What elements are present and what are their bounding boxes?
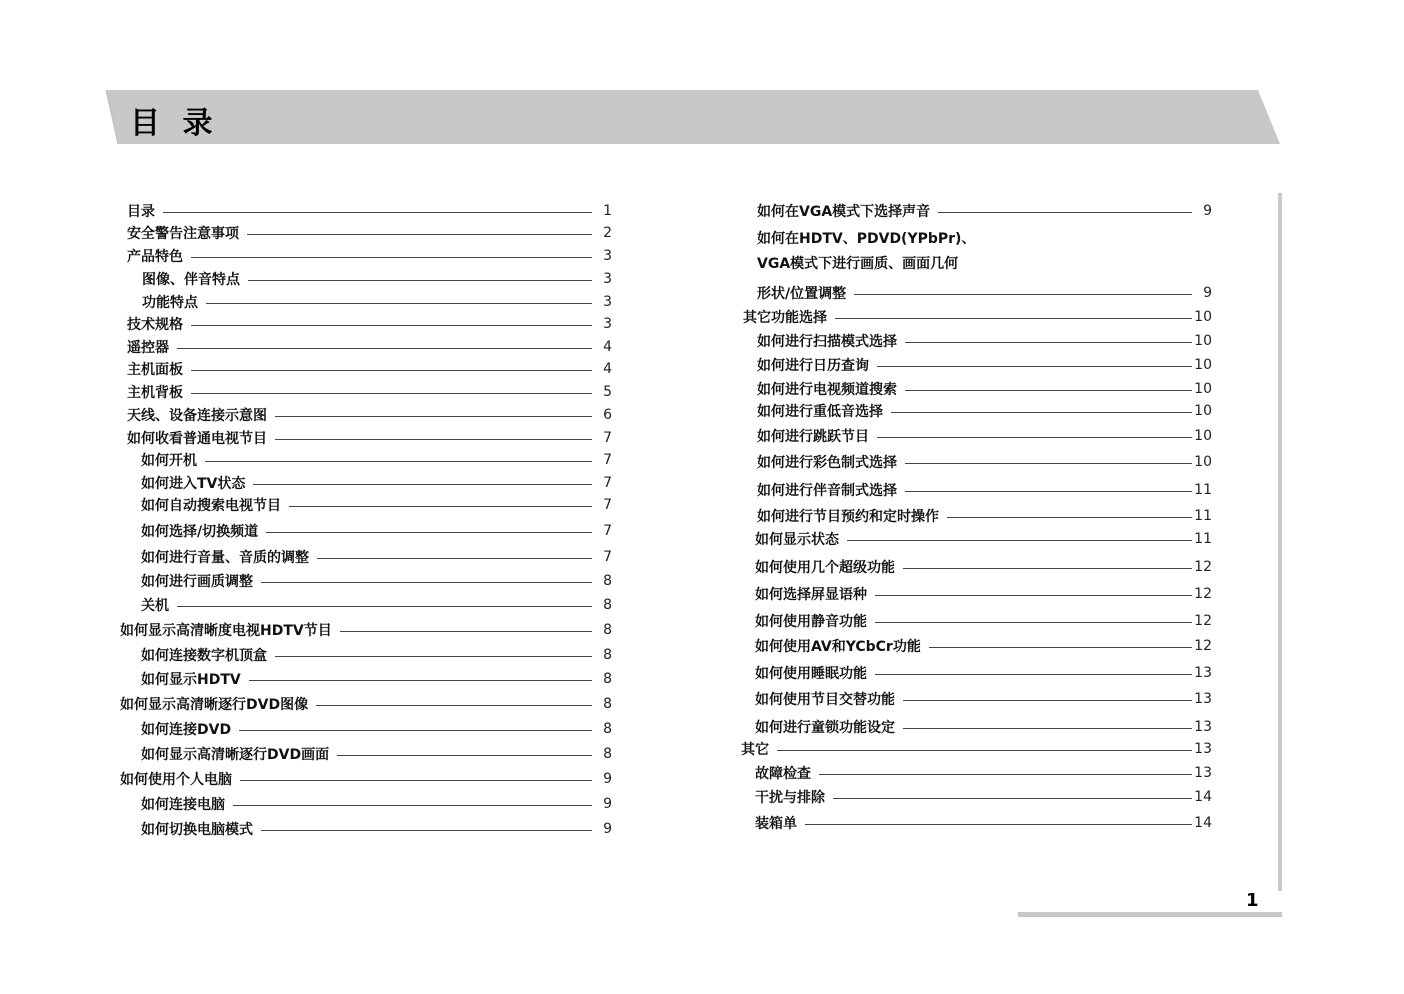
- toc-entry-page: 4: [603, 339, 612, 355]
- toc-entry-page: 3: [603, 271, 612, 287]
- toc-right-entry[interactable]: [755, 610, 1212, 632]
- toc-leader-line: [905, 390, 1192, 391]
- toc-entry-title: 如何收看普通电视节目: [127, 431, 267, 447]
- toc-entry-title: 如何显示高清晰度电视HDTV节目: [120, 623, 332, 639]
- toc-entry-page: 13: [1194, 719, 1212, 735]
- toc-entry-page: 9: [603, 796, 612, 812]
- page-title: 目 录: [130, 106, 219, 141]
- toc-entry-page: 7: [603, 549, 612, 565]
- toc-entry-title: 遥控器: [127, 340, 169, 356]
- toc-entry-title: 图像、伴音特点: [142, 272, 240, 288]
- toc-right-entry[interactable]: [755, 762, 1212, 784]
- toc-entry-page: 12: [1194, 613, 1212, 629]
- toc-entry-title: 装箱单: [755, 816, 797, 832]
- toc-entry-title: 如何使用几个超级功能: [755, 560, 895, 576]
- toc-right-entry[interactable]: [755, 635, 1212, 657]
- toc-entry-title: 如何使用个人电脑: [120, 772, 232, 788]
- toc-entry-page: 9: [1203, 203, 1212, 219]
- toc-entry-page: 8: [603, 721, 612, 737]
- toc-right-entry[interactable]: [757, 354, 1212, 376]
- toc-leader-line: [929, 647, 1192, 648]
- toc-entry-page: 9: [603, 771, 612, 787]
- toc-right-entry[interactable]: [757, 505, 1212, 527]
- toc-entry-title: 如何进行伴音制式选择: [757, 483, 897, 499]
- toc-leader-line: [877, 366, 1192, 367]
- toc-right-entry[interactable]: [755, 786, 1212, 808]
- toc-entry-page: 13: [1194, 741, 1212, 757]
- toc-right-entry[interactable]: [757, 282, 1212, 304]
- toc-leader-line: [875, 595, 1192, 596]
- toc-right-entry-continued: VGA模式下进行画质、画面几何: [757, 256, 959, 272]
- toc-entry-page: 8: [603, 647, 612, 663]
- toc-entry-title: 目录: [127, 204, 155, 220]
- toc-entry-page: 11: [1194, 531, 1212, 547]
- toc-leader-line: [903, 568, 1192, 569]
- toc-entry-title: 主机面板: [127, 362, 183, 378]
- toc-leader-line: [891, 412, 1192, 413]
- toc-leader-line: [905, 463, 1192, 464]
- toc-entry-page: 10: [1194, 403, 1212, 419]
- toc-entry-title: 如何使用AV和YCbCr功能: [755, 639, 921, 655]
- toc-entry-title: 关机: [141, 598, 169, 614]
- toc-entry-title: 如何连接电脑: [141, 797, 225, 813]
- toc-entry-title: 如何选择/切换频道: [141, 524, 259, 540]
- toc-entry-title: 如何进行电视频道搜索: [757, 382, 897, 398]
- toc-right-entry[interactable]: [757, 378, 1212, 400]
- toc-entry-page: 10: [1194, 333, 1212, 349]
- toc-entry-title: 如何切换电脑模式: [141, 822, 253, 838]
- toc-entry-page: 8: [603, 597, 612, 613]
- toc-entry-title: 形状/位置调整: [757, 286, 847, 302]
- toc-entry-title: 如何连接DVD: [141, 722, 232, 738]
- toc-entry-title: 如何进入TV状态: [141, 476, 246, 492]
- toc-entry-page: 7: [603, 475, 612, 491]
- toc-right-entry[interactable]: [743, 306, 1212, 328]
- toc-entry-title: 产品特色: [127, 249, 183, 265]
- toc-leader-line: [805, 824, 1192, 825]
- toc-right-entry[interactable]: [755, 716, 1212, 738]
- toc-entry-page: 10: [1194, 309, 1212, 325]
- page-number: 1: [1246, 890, 1259, 911]
- toc-entry-title: 如何显示状态: [755, 532, 839, 548]
- toc-entry-page: 4: [603, 361, 612, 377]
- toc-right-entry[interactable]: [757, 400, 1212, 422]
- toc-entry-page: 11: [1194, 508, 1212, 524]
- toc-entry-title: 如何显示高清晰逐行DVD画面: [141, 747, 330, 763]
- toc-leader-line: [938, 212, 1192, 213]
- toc-entry-page: 10: [1194, 381, 1212, 397]
- toc-entry-page: 3: [603, 294, 612, 310]
- toc-entry-page: 12: [1194, 638, 1212, 654]
- toc-entry-title: 如何显示高清晰逐行DVD图像: [120, 697, 309, 713]
- toc-entry-title: 故障检查: [755, 766, 811, 782]
- toc-entry-page: 11: [1194, 482, 1212, 498]
- toc-entry-page: 6: [603, 407, 612, 423]
- toc-entry-page: 8: [603, 696, 612, 712]
- toc-right-entry-continued: 如何在HDTV、PDVD(YPbPr)、: [757, 231, 976, 247]
- footer-rule: [1018, 912, 1282, 917]
- toc-right-entry[interactable]: [755, 662, 1212, 684]
- toc-leader-line: [877, 437, 1192, 438]
- toc-leader-line: [847, 540, 1192, 541]
- toc-right-entry[interactable]: [757, 451, 1212, 473]
- toc-entry-page: 8: [603, 671, 612, 687]
- toc-entry-title: 技术规格: [127, 317, 183, 333]
- toc-entry-title: 如何使用节目交替功能: [755, 692, 895, 708]
- toc-right-entry[interactable]: [757, 200, 1212, 222]
- toc-entry-page: 5: [603, 384, 612, 400]
- toc-right-entry[interactable]: [755, 583, 1212, 605]
- toc-entry-title: 如何选择屏显语种: [755, 587, 867, 603]
- toc-entry-title: 如何显示HDTV: [141, 672, 241, 688]
- toc-leader-line: [947, 517, 1192, 518]
- right-edge-rule: [1278, 193, 1282, 891]
- toc-entry-title: 其它功能选择: [743, 310, 827, 326]
- toc-entry-page: 8: [603, 622, 612, 638]
- toc-leader-line: [833, 798, 1192, 799]
- toc-leader-line: [777, 750, 1192, 751]
- toc-entry-page: 13: [1194, 665, 1212, 681]
- toc-entry-title: 如何进行画质调整: [141, 574, 253, 590]
- toc-right-entry[interactable]: [757, 479, 1212, 501]
- toc-right-entry[interactable]: [757, 425, 1212, 447]
- toc-entry-title: 如何使用静音功能: [755, 614, 867, 630]
- toc-entry-title: 功能特点: [142, 295, 198, 311]
- toc-entry-page: 9: [1203, 285, 1212, 301]
- toc-entry-page: 3: [603, 248, 612, 264]
- toc-entry-title: 如何进行跳跃节目: [757, 429, 869, 445]
- toc-entry-page: 8: [603, 746, 612, 762]
- toc-entry-page: 2: [603, 225, 612, 241]
- toc-right-entry[interactable]: [755, 556, 1212, 578]
- toc-entry-title: 如何进行童锁功能设定: [755, 720, 895, 736]
- toc-entry-page: 7: [603, 430, 612, 446]
- toc-entry-title: 如何在VGA模式下选择声音: [757, 204, 931, 220]
- toc-entry-page: 14: [1194, 815, 1212, 831]
- toc-entry-page: 13: [1194, 691, 1212, 707]
- toc-entry-page: 10: [1194, 357, 1212, 373]
- toc-entry-title: 主机背板: [127, 385, 183, 401]
- toc-entry-page: 7: [603, 523, 612, 539]
- toc-entry-title: 如何开机: [141, 453, 197, 469]
- toc-entry-title: 如何进行彩色制式选择: [757, 455, 897, 471]
- toc-entry-page: 14: [1194, 789, 1212, 805]
- toc-right-entry[interactable]: [755, 528, 1212, 550]
- toc-entry-title: 如何自动搜索电视节目: [141, 498, 281, 514]
- toc-entry-page: 1: [603, 203, 612, 219]
- toc-entry-title: 天线、设备连接示意图: [127, 408, 267, 424]
- toc-right-entry[interactable]: [757, 330, 1212, 352]
- toc-entry-page: 7: [603, 497, 612, 513]
- toc-leader-line: [875, 674, 1192, 675]
- toc-right-entry[interactable]: [755, 812, 1212, 834]
- toc-entry-title: 如何进行日历查询: [757, 358, 869, 374]
- toc-leader-line: [903, 728, 1192, 729]
- toc-entry-page: 10: [1194, 454, 1212, 470]
- toc-entry-page: 12: [1194, 586, 1212, 602]
- toc-leader-line: [875, 622, 1192, 623]
- toc-entry-title: 安全警告注意事项: [127, 226, 239, 242]
- toc-entry-title: 其它: [741, 742, 769, 758]
- toc-right-entry[interactable]: [741, 738, 1212, 760]
- toc-entry-title: 如何进行重低音选择: [757, 404, 883, 420]
- toc-leader-line: [819, 774, 1192, 775]
- toc-entry-page: 10: [1194, 428, 1212, 444]
- toc-leader-line: [903, 700, 1192, 701]
- toc-leader-line: [905, 491, 1192, 492]
- toc-entry-page: 9: [603, 821, 612, 837]
- toc-leader-line: [905, 342, 1192, 343]
- toc-entry-title: 干扰与排除: [755, 790, 825, 806]
- toc-entry-title: 如何连接数字机顶盒: [141, 648, 267, 664]
- toc-entry-title: 如何进行音量、音质的调整: [141, 550, 309, 566]
- toc-entry-title: 如何进行扫描模式选择: [757, 334, 897, 350]
- toc-right-entry[interactable]: [755, 688, 1212, 710]
- toc-leader-line: [835, 318, 1192, 319]
- toc-entry-page: 8: [603, 573, 612, 589]
- toc-entry-page: 7: [603, 452, 612, 468]
- toc-entry-page: 13: [1194, 765, 1212, 781]
- toc-entry-page: 12: [1194, 559, 1212, 575]
- toc-leader-line: [854, 294, 1192, 295]
- toc-entry-title: 如何进行节目预约和定时操作: [757, 509, 939, 525]
- toc-entry-page: 3: [603, 316, 612, 332]
- toc-entry-title: 如何使用睡眠功能: [755, 666, 867, 682]
